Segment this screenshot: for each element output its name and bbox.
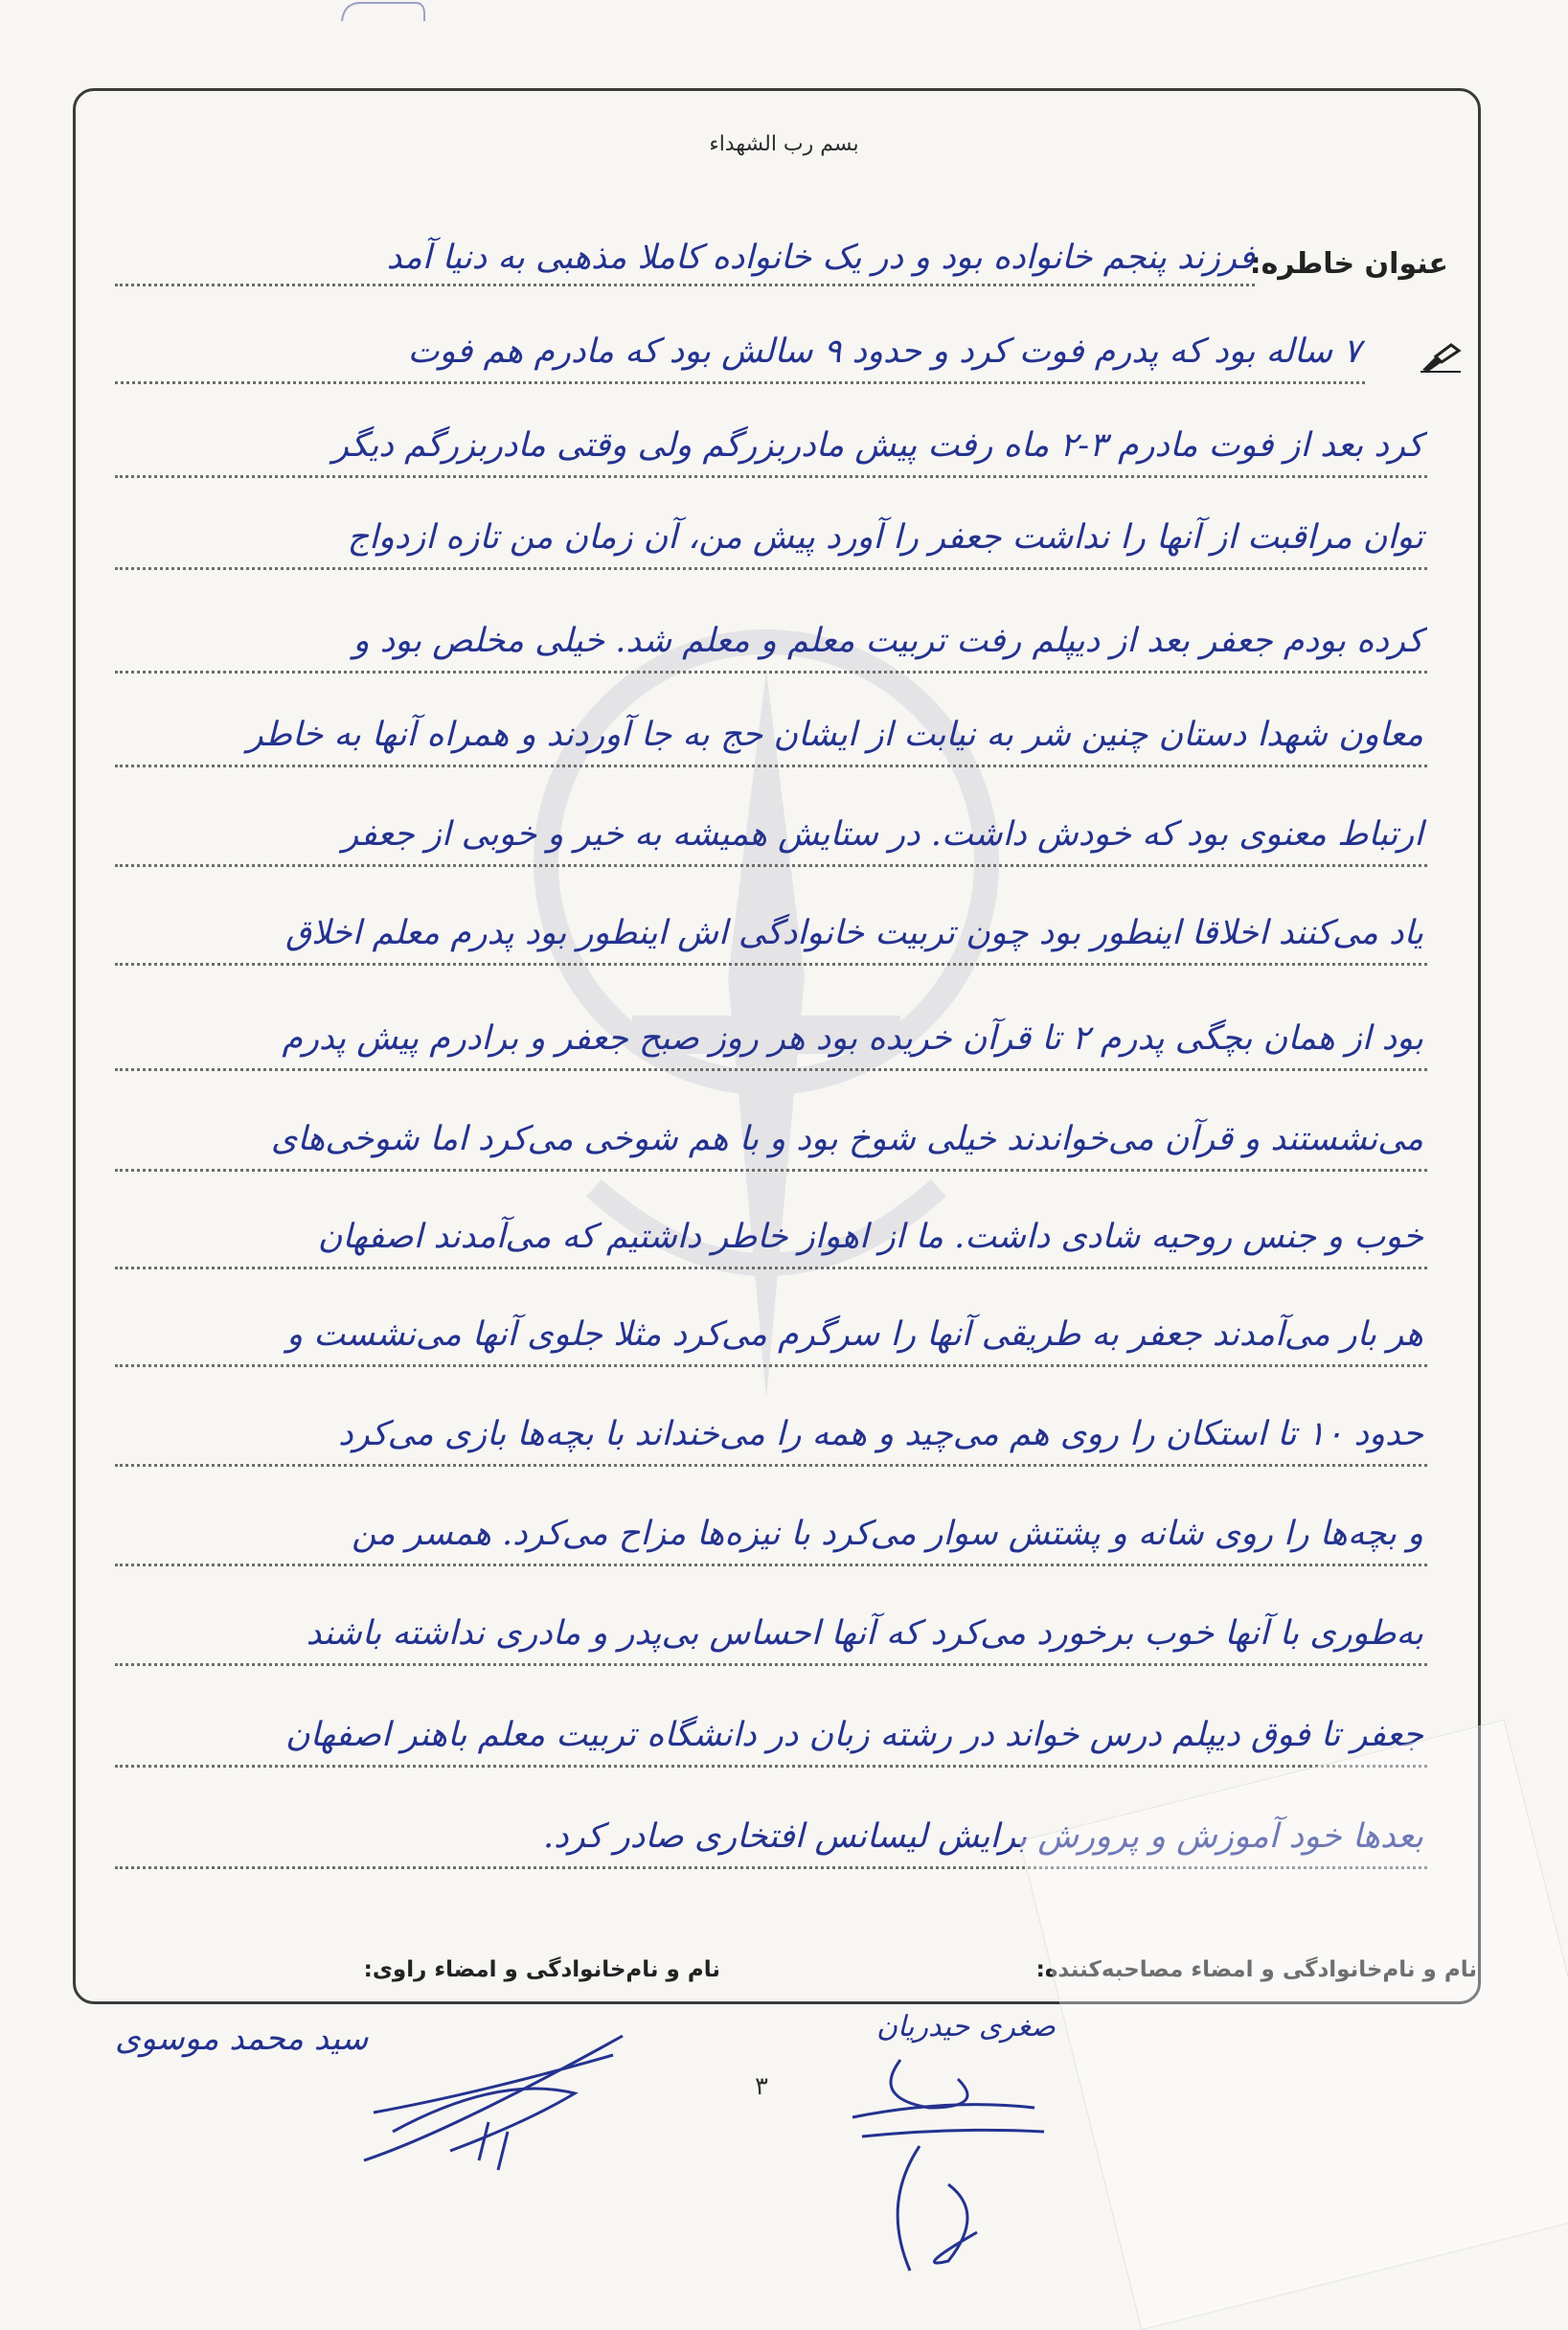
- memory-title-label: عنوان خاطره:: [1249, 247, 1448, 281]
- memory-line-text: جعفر تا فوق دیپلم درس خواند در رشته زبان در دانشگاه تربیت معلم باهنر اصفهان: [285, 1716, 1423, 1754]
- memory-line-text: کرده بودم جعفر بعد از دیپلم رفت تربیت معلم و معلم شد. خیلی مخلص بود و: [352, 622, 1423, 660]
- memory-line: [115, 324, 1365, 384]
- memory-line-text: و بچه‌ها را روی شانه و پشتش سوار می‌کرد با نیزه‌ها مزاح می‌کرد. همسر من: [352, 1515, 1423, 1553]
- memory-line: [115, 1506, 1427, 1566]
- memory-line-text: بعدها خود آموزش و پرورش برایش لیسانس افتخاری صادر کرد.: [543, 1817, 1423, 1856]
- memory-line-text: معاون شهدا دستان چنین شر به نیابت از ایشان حج به جا آوردند و همراه آنها به خاطر: [246, 716, 1423, 754]
- memory-line-text: به‌طوری با آنها خوب برخورد می‌کرد که آنها احساس بی‌پدر و مادری نداشته باشند: [306, 1614, 1423, 1653]
- memory-line: [115, 807, 1427, 867]
- interviewer-signature-label: نام و نام‌خانوادگی و امضاء مصاحبه‌کننده:: [1035, 1957, 1477, 1982]
- memory-line: [115, 1209, 1427, 1269]
- narrator-signature-label: نام و نام‌خانوادگی و امضاء راوی:: [363, 1957, 720, 1982]
- narrator-signature: [335, 2017, 642, 2180]
- memory-line: [115, 1307, 1427, 1367]
- memory-line: [115, 510, 1427, 570]
- memory-title-text: فرزند پنجم خانواده بود و در یک خانواده کاملا مذهبی به دنیا آمد: [386, 239, 1255, 277]
- memory-line: [115, 707, 1427, 767]
- memory-line-text: ارتباط معنوی بود که خودش داشت. در ستایش همیشه به خیر و خوبی از جعفر: [342, 815, 1423, 854]
- interviewer-signature: [843, 2041, 1054, 2275]
- narrator-name: سید محمد موسوی: [115, 2020, 369, 2058]
- memory-line: [115, 1707, 1427, 1768]
- memory-line: [115, 418, 1427, 478]
- memory-line-text: می‌نشستند و قرآن می‌خواندند خیلی شوخ بود و با هم شوخی می‌کرد اما شوخی‌های: [270, 1120, 1423, 1158]
- memory-line: [115, 613, 1427, 674]
- memory-line-text: هر بار می‌آمدند جعفر به طریقی آنها را سرگرم می‌کرد مثلا جلوی آنها می‌نشست و: [286, 1315, 1423, 1354]
- memory-line: [115, 1406, 1427, 1467]
- memory-line-text: خوب و جنس روحیه شادی داشت. ما از اهواز خاطر داشتیم که می‌آمدند اصفهان: [317, 1218, 1423, 1256]
- memory-line: [115, 1606, 1427, 1666]
- memory-line-text: حدود ۱۰ تا استکان را روی هم می‌چید و همه را می‌خنداند با بچه‌ها بازی می‌کرد: [338, 1415, 1423, 1453]
- memory-line: [115, 1111, 1427, 1172]
- memory-line: [115, 905, 1427, 966]
- memory-line-text: بود از همان بچگی پدرم ۲ تا قرآن خریده بود هر روز صبح جعفر و برادرم پیش پدرم: [282, 1019, 1423, 1058]
- memory-line-text: یاد می‌کنند اخلاقا اینطور بود چون تربیت خانوادگی اش اینطور بود پدرم معلم اخلاق: [284, 914, 1423, 952]
- interviewer-name: صغری حیدریان: [876, 2010, 1056, 2044]
- memory-line-text: کرد بعد از فوت مادرم ۳-۲ ماه رفت پیش مادربزرگم ولی وقتی مادربزرگم دیگر: [332, 426, 1423, 465]
- memory-line: [115, 1011, 1427, 1071]
- page-title: بسم رب الشهداء: [709, 132, 859, 156]
- memory-title-line: [115, 230, 1255, 286]
- memory-line-text: توان مراقبت از آنها را نداشت جعفر را آورد پیش من، آن زمان من تازه ازدواج: [347, 518, 1423, 557]
- memory-line-text: ۷ ساله بود که پدرم فوت کرد و حدود ۹ سالش بود که مادرم هم فوت: [407, 332, 1361, 371]
- page-number: ۳: [755, 2072, 768, 2101]
